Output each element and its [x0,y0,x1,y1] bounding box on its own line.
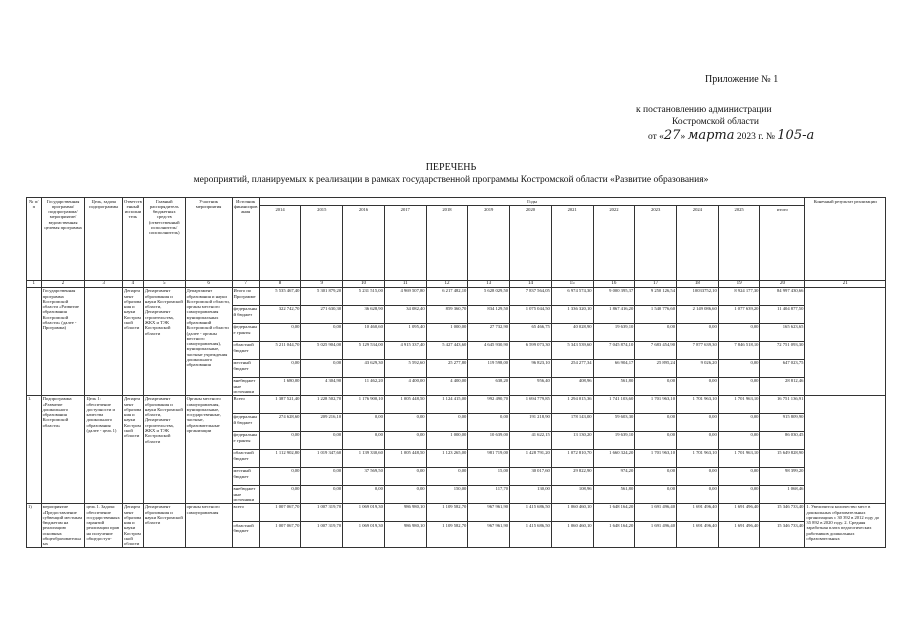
amount-cell: 834 129,50 [468,305,510,323]
amount-cell: 1 428 791,20 [510,449,552,467]
amount-cell: 271 630,30 [301,305,343,323]
amount-cell: 72 751 093,30 [760,341,805,359]
amount-cell: 986 980,10 [384,503,426,521]
amount-cell: 1 072 810,70 [551,449,593,467]
amount-cell: 1 068,46 [760,485,805,503]
amount-cell: 1 069 019,30 [343,522,385,548]
amount-cell: 1 060 460,10 [551,503,593,521]
amount-cell: 9 000 395,37 [593,287,635,305]
decree-month: марта [687,128,735,143]
amount-cell: 1 660 324,20 [593,449,635,467]
amount-cell: 1 691 496,40 [677,503,719,521]
col-header-participant: Участник мероприятия [185,198,232,281]
amount-cell: 1 176 900,10 [343,395,385,413]
col-header-distributor: Главный распорядитель бюджетных средств (ответственный исполнитель/соисполнитель) [143,198,185,281]
amount-cell: 25 277,80 [426,359,468,377]
amount-cell: 59 603,30 [593,413,635,431]
amount-cell: 13 130,20 [551,431,593,449]
amount-cell: 15 649 828,90 [760,449,805,467]
column-number: 11 [384,281,426,288]
column-number: 8 [259,281,301,288]
amount-cell: 98 399,20 [760,467,805,485]
amount-cell: 0,00 [301,323,343,341]
amount-cell: 967 961,90 [468,503,510,521]
amount-cell: 165 623,65 [760,323,805,341]
amount-cell: 1 741 103,60 [593,395,635,413]
amount-cell: 5 211 044,70 [259,341,301,359]
amount-cell: 561,80 [593,485,635,503]
amount-cell: 0,00 [301,485,343,503]
column-number: 2 [41,281,85,288]
block-num [27,287,42,395]
amount-cell: 0,00 [677,467,719,485]
amount-cell: 0,00 [718,413,760,431]
funding-source: федеральный бюджет [232,305,259,323]
amount-cell: 0,00 [384,485,426,503]
amount-cell: 981 719,00 [468,449,510,467]
column-number: 15 [551,281,593,288]
amount-cell: 1 007 067,70 [259,522,301,548]
block-num: 1) [27,503,42,547]
funding-source: федеральные гранты [232,431,259,449]
amount-cell: 11 462,20 [343,377,385,395]
amount-cell: 1 701 963,10 [677,449,719,467]
amount-cell: 1 005 448,50 [384,395,426,413]
decree-year: 2023 г. № [734,132,778,142]
year-header: 2014 [259,206,301,281]
amount-cell: 859 360,70 [426,305,468,323]
amount-cell: 0,00 [468,413,510,431]
amount-cell: 0,00 [718,323,760,341]
amount-cell: 974,20 [593,467,635,485]
amount-cell: 1 139 330,60 [343,449,385,467]
amount-cell: 7 837 564,05 [510,287,552,305]
decree-number: 105-а [777,128,815,143]
amount-cell: 86 030,45 [760,431,805,449]
amount-cell: 0,00 [426,413,468,431]
document-subtitle: мероприятий, планируемых к реализации в рамках государственной программы Костромской области «Развитие образования» [193,175,709,185]
amount-cell: 1 701 963,10 [635,449,677,467]
amount-cell: 0,00 [635,377,677,395]
amount-cell: 1 095,40 [384,323,426,341]
amount-cell: 9 250 126,54 [635,287,677,305]
block-result: 1. Увеличится количество мест в дошкольных образовательных организациях с 30 392 в 2012 году до 35 892 в 2020 году. 2. Средняя заработная плата педагогических работников дошкольных образовательных [805,503,886,547]
col-header-num: № п/п [27,198,42,281]
amount-cell: 1 415 686,50 [510,503,552,521]
amount-cell: 4 915 337,40 [384,341,426,359]
amount-cell: 1 694 779,85 [510,395,552,413]
col-header-responsible: Ответственный исполнитель [123,198,144,281]
amount-cell: 66 904,17 [593,359,635,377]
amount-cell: 8 924 177,30 [718,287,760,305]
amount-cell: 19 639,10 [593,323,635,341]
amount-cell: 1 109 582,70 [426,522,468,548]
amount-cell: 0,00 [718,359,760,377]
amount-cell: 150,00 [426,485,468,503]
amount-cell: 4 400,00 [384,377,426,395]
column-number: 13 [468,281,510,288]
block-responsible: Департамент образования и науки Костромской области [123,395,144,503]
amount-cell: 1 867 416,20 [593,305,635,323]
amount-cell: 1 000,00 [426,431,468,449]
measures-table [26,197,886,548]
amount-cell: 5 025 904,00 [301,341,343,359]
amount-cell: 0,00 [677,413,719,431]
amount-cell: 0,00 [677,377,719,395]
block-distributor: Департамент образования и науки Костромской области [143,503,185,547]
block-result [805,287,886,395]
amount-cell: 29 822,90 [551,467,593,485]
amount-cell: 1 680,00 [259,377,301,395]
block-participant: Департамент образования и науки Костромской области, органы местного самоуправления муниципальных образований Костромской области (далее - органы местного самоуправления), муниципальные, частные учреждения дошкольного образования [185,287,232,395]
year-header: 2020 [510,206,552,281]
year-header: 2016 [343,206,385,281]
amount-cell: 10033752,10 [677,287,719,305]
amount-cell: 967 961,90 [468,522,510,548]
amount-cell: 9 026,20 [677,359,719,377]
col-header-result: Конечный результат реализации [805,198,886,281]
table-row [27,503,886,521]
year-header: 2018 [426,206,468,281]
amount-cell: 1 294 015,36 [551,395,593,413]
amount-cell: 1 075 044,50 [510,305,552,323]
funding-source: областной бюджет [232,522,259,548]
block-name: мероприятие «Предоставление субвенций местным бюджетам на реализацию основных общеобразовательных [41,503,85,547]
amount-cell: 0,00 [718,377,760,395]
amount-cell: 1 701 963,10 [677,395,719,413]
amount-cell: 5 427 443,60 [426,341,468,359]
amount-cell: 5 231 515,00 [343,287,385,305]
amount-cell: 1 691 496,40 [635,522,677,548]
amount-cell: 0,00 [259,467,301,485]
column-number: 1 [27,281,42,288]
amount-cell: 19 639,10 [593,431,635,449]
funding-source: местный бюджет [232,359,259,377]
amount-cell: 561,80 [593,377,635,395]
amount-cell: 0,00 [259,323,301,341]
amount-cell: 0,00 [384,467,426,485]
amount-cell: 274 628,60 [259,413,301,431]
amount-cell: 178 143,00 [551,413,593,431]
amount-cell: 956,40 [510,377,552,395]
amount-cell: 5 592,60 [384,359,426,377]
amount-cell: 1 124 415,00 [426,395,468,413]
block-name: Подпрограмма «Развитие дошкольного образования Костромской области» [41,395,85,503]
table-body [27,287,886,547]
column-number: 19 [718,281,760,288]
amount-cell: 1 109 582,70 [426,503,468,521]
amount-cell: 0,00 [718,485,760,503]
amount-cell: 6 599 073,30 [510,341,552,359]
amount-cell: 322 742,70 [259,305,301,323]
amount-cell: 41 622,15 [510,431,552,449]
amount-cell: 30 017,60 [510,467,552,485]
block-participant: органы местного самоуправления [185,503,232,547]
col-header-years-group: Годы [259,198,805,206]
amount-cell: 130,00 [510,485,552,503]
amount-cell: 1 648 164,20 [593,503,635,521]
table-row [27,287,886,305]
amount-cell: 5 301 879,20 [301,287,343,305]
decree-prefix: от « [648,132,664,142]
amount-cell: 638,20 [468,377,510,395]
amount-cell: 4 645 930,90 [468,341,510,359]
amount-cell: 15,00 [468,467,510,485]
column-number: 4 [123,281,144,288]
column-number: 14 [510,281,552,288]
column-number-row [27,281,886,288]
column-number: 18 [677,281,719,288]
funding-source: Всего [232,395,259,413]
amount-cell: 986 980,10 [384,522,426,548]
amount-cell: 1 648 164,20 [593,522,635,548]
amount-cell: 119 598,00 [468,359,510,377]
year-header: 2023 [635,206,677,281]
column-number: 9 [301,281,343,288]
amount-cell: 0,00 [259,485,301,503]
amount-cell: 1 007 067,70 [259,503,301,521]
amount-cell: 0,00 [301,467,343,485]
amount-cell: 6 217 482,10 [426,287,468,305]
amount-cell: 10 639,00 [468,431,510,449]
amount-cell: 1 077 639,20 [718,305,760,323]
year-header: 2021 [551,206,593,281]
amount-cell: 1 540 776,60 [635,305,677,323]
block-goal: Цель 1: обеспечение доступности и качества дошкольного образования (далее - цель 1) [85,395,123,503]
year-header: 2024 [677,206,719,281]
amount-cell: 0,00 [384,413,426,431]
amount-cell: 96 823,10 [510,359,552,377]
amount-cell: 0,00 [635,431,677,449]
amount-cell: 0,00 [718,431,760,449]
amount-cell: 1 123 265,00 [426,449,468,467]
amount-cell: 1 069 019,30 [343,503,385,521]
amount-cell: 27 732,90 [468,323,510,341]
amount-cell: 1 415 686,50 [510,522,552,548]
column-number: 5 [143,281,185,288]
amount-cell: 0,00 [635,467,677,485]
amount-cell: 0,00 [343,413,385,431]
amount-cell: 16 751 136,91 [760,395,805,413]
decree-day: 27 [663,128,681,143]
amount-cell: 1 691 496,40 [718,522,760,548]
block-goal [85,287,123,395]
amount-cell: 1 336 320,10 [551,305,593,323]
amount-cell: 0,00 [635,413,677,431]
year-header: 2019 [468,206,510,281]
amount-cell: 108,96 [551,485,593,503]
amount-cell: 6 974 574,30 [551,287,593,305]
amount-cell: 7 846 518,10 [718,341,760,359]
decree-line-1: к постановлению администрации [636,105,772,115]
amount-cell: 1 701 963,10 [718,395,760,413]
amount-cell: 647 023,75 [760,359,805,377]
column-number: 16 [593,281,635,288]
year-header: 2017 [384,206,426,281]
amount-cell: 2 149 086,60 [677,305,719,323]
appendix-label: Приложение № 1 [705,74,779,85]
column-number: 6 [185,281,232,288]
amount-cell: 0,00 [259,431,301,449]
funding-source: местный бюджет [232,467,259,485]
amount-cell: 915 809,90 [760,413,805,431]
amount-cell: 0,00 [635,485,677,503]
amount-cell: 37 569,50 [343,467,385,485]
decree-date-line [648,128,814,144]
amount-cell: 0,00 [677,485,719,503]
block-responsible: Департамент образования и науки Костромской области [123,287,144,395]
amount-cell: 36 628,90 [343,305,385,323]
amount-cell: 1 691 496,40 [635,503,677,521]
block-participant: Органы местного самоуправления, муниципальные, государственные, частные, образовательные организации [185,395,232,503]
funding-source: областной бюджет [232,341,259,359]
amount-cell: 254 277,34 [551,359,593,377]
amount-cell: 25 895,24 [635,359,677,377]
amount-cell: 40 028,90 [551,323,593,341]
column-number: 3 [85,281,123,288]
table-row [27,395,886,413]
amount-cell: 0,00 [384,431,426,449]
block-name: Государственная программа Костромской области «Развитие образования Костромской области» (далее - Программа) [41,287,85,395]
col-header-goal: Цель, задача подпрограммы [85,198,123,281]
amount-cell: 1 019 347,60 [301,449,343,467]
column-number: 7 [232,281,259,288]
amount-cell: 5 535 467,40 [259,287,301,305]
block-responsible: Департамент образования и науки Костромской области [123,503,144,547]
amount-cell: 1 007 319,70 [301,503,343,521]
decree-mid: » [680,132,688,142]
funding-source: Итого по Программе [232,287,259,305]
funding-source: внебюджетные источники [232,485,259,503]
funding-source: областной бюджет [232,449,259,467]
funding-source: внебюджетные источники [232,377,259,395]
amount-cell: 5 343 539,60 [551,341,593,359]
amount-cell: 4 400,00 [426,377,468,395]
amount-cell: 10 460,60 [343,323,385,341]
amount-cell: 1 701 963,10 [718,449,760,467]
amount-cell: 0,00 [677,431,719,449]
column-number: 10 [343,281,385,288]
amount-cell: 1 691 496,40 [677,522,719,548]
amount-cell: 1 060 460,10 [551,522,593,548]
block-goal: цель 1. Задача: обеспечение государственных гарантий реализации прав на получение общедоступ- [85,503,123,547]
amount-cell: 1 228 502,70 [301,395,343,413]
amount-cell: 408,96 [551,377,593,395]
amount-cell: 1 701 963,10 [635,395,677,413]
amount-cell: 0,00 [426,467,468,485]
amount-cell: 5 628 029,50 [468,287,510,305]
amount-cell: 191 218,90 [510,413,552,431]
amount-cell: 0,00 [343,431,385,449]
amount-cell: 209 216,10 [301,413,343,431]
col-header-source: Источник финансирования [232,198,259,281]
block-result [805,395,886,503]
amount-cell: 7 045 874,10 [593,341,635,359]
amount-cell: 4 304,90 [301,377,343,395]
amount-cell: 1 000,00 [426,323,468,341]
document-title: ПЕРЕЧЕНЬ [425,162,477,173]
funding-source: федеральные гранты [232,323,259,341]
column-number: 17 [635,281,677,288]
decree-line-2: Костромской области [672,117,759,127]
amount-cell: 65 466,75 [510,323,552,341]
amount-cell: 11 404 877,50 [760,305,805,323]
amount-cell: 1 691 496,40 [718,503,760,521]
amount-cell: 84 997 430,66 [760,287,805,305]
block-num: 1. [27,395,42,503]
amount-cell: 34 082,40 [384,305,426,323]
year-header: 2025 [718,206,760,281]
amount-cell: 0,00 [343,485,385,503]
amount-cell: 0,00 [301,431,343,449]
amount-cell: 28 812,46 [760,377,805,395]
amount-cell: 7 683 454,90 [635,341,677,359]
amount-cell: 0,00 [259,359,301,377]
amount-cell: 15 346 733,40 [760,503,805,521]
block-distributor: Департамент образования и науки Костромской области, Департамент строительства, ЖКХ и ТЭК Костромской области [143,287,185,395]
amount-cell: 0,00 [301,359,343,377]
amount-cell: 1 387 521,40 [259,395,301,413]
amount-cell: 117,70 [468,485,510,503]
amount-cell: 43 629,30 [343,359,385,377]
amount-cell: 7 877 639,30 [677,341,719,359]
year-header: итого [760,206,805,281]
amount-cell: 4 969 507,80 [384,287,426,305]
amount-cell: 1 112 902,80 [259,449,301,467]
year-header: 2022 [593,206,635,281]
year-header: 2015 [301,206,343,281]
block-distributor: Департамент образования и науки Костромской области, Департамент строительства, ЖКХ и ТЭК Костромской области [143,395,185,503]
column-number: 12 [426,281,468,288]
amount-cell: 992 490,70 [468,395,510,413]
amount-cell: 1 005 448,50 [384,449,426,467]
amount-cell: 5 129 534,00 [343,341,385,359]
amount-cell: 1 007 319,70 [301,522,343,548]
column-number: 20 [760,281,805,288]
funding-source: федеральный бюджет [232,413,259,431]
funding-source: всего [232,503,259,521]
amount-cell: 15 346 733,40 [760,522,805,548]
amount-cell: 0,00 [677,323,719,341]
amount-cell: 0,00 [718,467,760,485]
amount-cell: 0,00 [635,323,677,341]
column-number: 21 [805,281,886,288]
col-header-program: Государственная программа/подпрограмма/мероприятие/ведомственная целевая программа [41,198,85,281]
